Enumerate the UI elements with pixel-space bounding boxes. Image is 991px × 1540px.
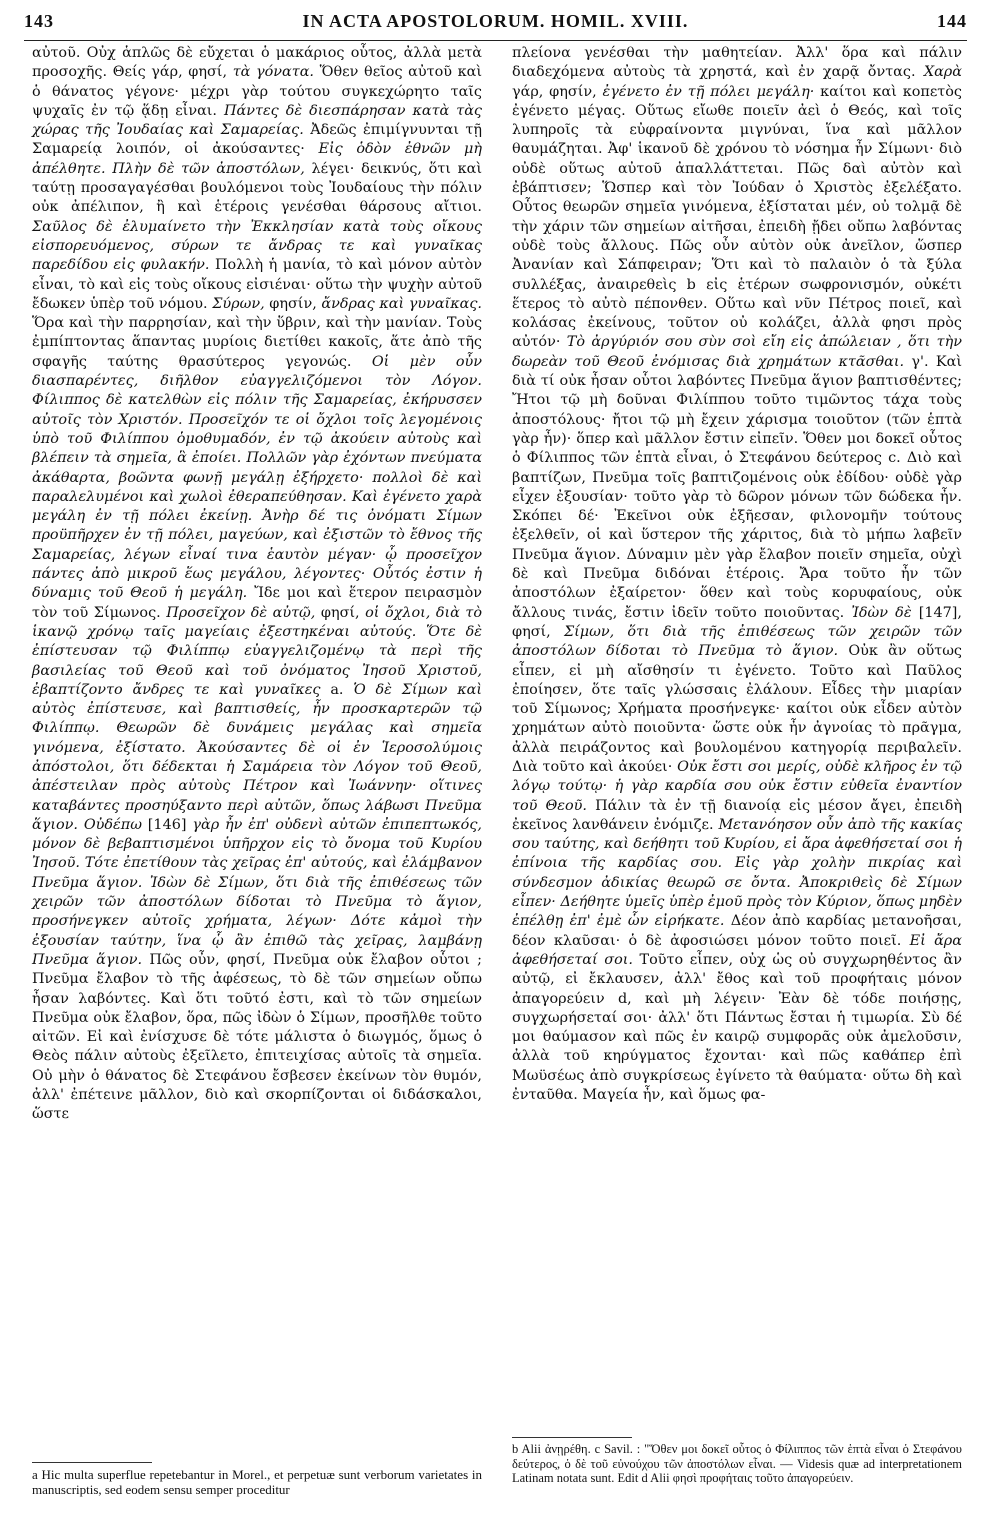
right-column-segment: Οὐκ ἂν οὕτως εἶπεν, εἰ μὴ αἴσθησίν τι ἐγένετο. Τοῦτο καὶ Παῦλος ἐποίησεν, ὅτε ταῖς γλώσσαις ἐλάλουν. Εἶδες τὴν μιαρίαν τοῦ Σίμωνος; Χρήματα προσήνεγκε· καίτοι οὐκ εἶδεν αὐτὸν χρημάτων αὐτὸ ποιοῦντα· ὥστε οὐκ ἦν ἀγνοίας τὸ πρᾶγμα, ἀλλὰ πειράζοντος καὶ βουλομένου κατηγορίᾳ περιβαλεῖν. Διὰ τοῦτο καὶ ἀκούει· — [512, 643, 962, 775]
right-column-segment: Δέον ἀπὸ καρδίας μετανοῆσαι, δέον κλαῦσαι· ὁ δὲ ἀφοσιώσει μόνον τοῦτο ποιεῖ. — [512, 913, 962, 949]
right-column-segment: b — [686, 276, 696, 293]
left-column-segment: τὰ γόνατα. — [232, 64, 314, 81]
right-column-segment: καίτοι καὶ κοπετὸς ἐγένετο μέγας. Οὕτως εἴωθε ποιεῖν ἀεὶ ὁ Θεός, καὶ τοῖς λυπηροῖς τὰ εὐφραίνοντα μιγνύναι, ἵνα καὶ μᾶλλον θαυμάζηται. Ἀφ' ἱκανοῦ δὲ χρόνου τὸ νόσημα ἦν Σίμωνι· διὸ οὐδὲ οὕτως αὐτοῦ ἀπαλλάττεται. Πῶς δαὶ αὐτὸν καὶ ἐβάπτισεν; Ὥσπερ καὶ τὸν Ἰούδαν ὁ Χριστὸς ἐξελέξατο. Οὗτος θεωρῶν σημεῖα γινόμενα, ἐξίσταται μέν, οὐ τολμᾷ δὲ τὴν χάριν τῶν σημείων αἰτῆσαι, ἐπειδὴ ᾔδει οὔπω λαβόντας οὐδὲ τοὺς ἄλλους. Πῶς οὖν αὐτὸν οὐκ ἀνεῖλον, ὥσπερ Ἀνανίαν καὶ Σάπφειραν; Ὅτι καὶ τὸ παλαιὸν ὁ τὰ ξύλα συλλέξας, ἀναιρεθεὶς — [512, 83, 962, 293]
header-rule — [24, 40, 967, 41]
right-column-segment: [147], φησί, — [512, 604, 962, 640]
left-column-segment: Ὅρα καὶ τὴν παρρησίαν, καὶ τὴν ὕβριν, καὶ τὴν μανίαν. Τοὺς ἐμπίπτοντας ἅπαντας μυρίοις διετίθει κακοῖς, ἅτε ἀπὸ τῆς σφαγῆς ταύτης θρασύτερος γεγονώς. — [32, 315, 482, 370]
left-column-segment: Ὁ δὲ Σίμων καὶ αὐτὸς ἐπίστευσε, καὶ βαπτισθείς, ἦν προσκαρτερῶν τῷ Φιλίππῳ. Θεωρῶν δὲ δυνάμεις μεγάλας καὶ σημεῖα γινόμενα, ἐξίστατο. Ἀκούσαντες δὲ οἱ ἐν Ἱεροσολύμοις ἀπόστολοι, ὅτι δέδεκται ἡ Σαμάρεια τὸν Λόγον τοῦ Θεοῦ, ἀπέστειλαν πρὸς αὐτοὺς Πέτρον καὶ Ἰωάννην· οἵτινες καταβάντες προσηύξαντο περὶ αὐτῶν, ὅπως λάβωσι Πνεῦμα ἅγιον. Οὐδέπω — [32, 681, 482, 833]
footnote-left: a Hic multa superflue repetebantur in Morel., et perpetuæ sunt verborum varietates in manuscriptis, sed eodem sensu semper proceditur — [32, 1467, 482, 1497]
running-header — [24, 6, 967, 36]
left-column-segment: Σύρων, — [212, 295, 265, 312]
footnote-rule-left — [32, 1462, 152, 1463]
right-column-segment: Ἰδὼν δὲ — [851, 604, 912, 621]
left-column-segment: οἱ ὄχλοι, διὰ τὸ ἱκανῷ χρόνῳ ταῖς μαγείαις ἐξεστηκέναι αὐτούς. Ὅτε δὲ ἐπίστευσαν τῷ Φιλίππῳ εὐαγγελιζομένῳ τὰ περὶ τῆς βασιλείας τοῦ Θεοῦ καὶ τοῦ ὀνόματος Ἰησοῦ Χριστοῦ, ἐβαπτίζοντο ἄνδρες τε καὶ γυναῖκες — [32, 604, 483, 698]
right-column-segment: , καὶ μὴ λέγειν· Ἐὰν δὲ τόδε ποιήσῃς, συγχωρήσεταί σοι· ἀλλ' ὅτι Πάντως ἔσται ἡ τιμωρία. Σὺ δέ μοι θαύμασον καὶ πῶς ἐν καιρῷ συμφορᾶς οὐκ ἀμελοῦσιν, ἀλλὰ τοῦ κηρύγματος ἔχονται· καὶ πῶς καθάπερ ἐπὶ Μωϋσέως ἀπὸ συγκρίσεως ἐγίνετο τὰ θαύματα· οὕτω δὴ καὶ ἐνταῦθα. Μαγεία ἦν, καὶ ὅμως φα- — [512, 990, 962, 1104]
right-column-segment: γάρ, φησίν, — [512, 83, 603, 100]
right-column-segment: . Διὸ καὶ βαπτίζων, Πνεῦμα τοῖς βαπτιζομένοις οὐκ ἐδίδου· οὐδὲ γὰρ εἶχεν ἐξουσίαν· τοῦτο γὰρ τὸ δῶρον μόνων τῶν δώδεκα ἦν. Σκόπει δέ· Ἐκεῖνοι οὐκ ἐξῆεσαν, φιλονομῆν τούτους ἐξελθεῖν, οἱ καὶ ὕστερον τῆς χάριτος, διὰ τὸ μήπω λαβεῖν Πνεῦμα ἅγιον. Δύναμιν μὲν γὰρ ἔλαβον ποιεῖν σημεῖα, οὐχὶ δὲ καὶ Πνεῦμα διδόναι ἑτέροις. Ἄρα τοῦτο ἦν τῶν ἀποστόλων ἐξαίρετον· ὅθεν καὶ τοὺς κορυφαίους, οὐκ ἄλλους τινάς, ἔστιν ἰδεῖν τοῦτο ποιοῦντας. — [512, 450, 962, 621]
right-column — [512, 44, 962, 1105]
left-column-segment: a. — [320, 681, 354, 698]
left-column-segment: Πῶς οὖν, φησί, Πνεῦμα οὐκ ἔλαβον οὗτοι ; Πνεῦμα ἔλαβον τὸ τῆς ἀφέσεως, τὸ δὲ τῶν σημείων οὔπω ἦσαν λαβόντες. Καὶ ὅτι τοῦτό ἐστι, καὶ τὸ τῶν σημείων Πνεῦμα οὐκ ἔλαβον, ὅρα, πῶς ἰδὼν ὁ Σίμων, προσῆλθε τοῦτο αἰτῶν. Εἰ καὶ ἐνίσχυσε δὲ τότε μάλιστα ὁ διωγμός, ὅμως ὁ Θεὸς πάλιν αὐτοὺς ἐξεῖλετο, ἐπιτειχίσας αὐτοῖς τὰ σημεῖα. Οὐ μὴν ὁ θάνατος δὲ Στεφάνου ἔσβεσεν ἐκείνων τὸν θυμόν, ἀλλ' ἐπέτεινε μᾶλλον, διὸ καὶ σκορπίζονται οἱ διδάσκαλοι, ὥστε — [32, 951, 482, 1123]
left-column-segment: Οἱ μὲν οὖν διασπαρέντες, διῆλθον εὐαγγελιζόμενοι τὸν Λόγον. Φίλιππος δὲ κατελθὼν εἰς πόλιν τῆς Σαμαρείας, ἐκήρυσσεν αὐτοῖς τὸν Χριστόν. Προσεῖχόν τε οἱ ὄχλοι τοῖς λεγομένοις ὑπὸ τοῦ Φιλίππου ὁμοθυμαδόν, ἐν τῷ ἀκούειν αὐτοὺς καὶ βλέπειν τὰ σημεῖα, ἃ ἐποίει. Πολλῶν γὰρ ἐχόντων πνεύματα ἀκάθαρτα, βοῶντα φωνῇ μεγάλῃ ἐξήρχετο· πολλοὶ δὲ καὶ παραλελυμένοι καὶ χωλοὶ ἐθεραπεύθησαν. Καὶ ἐγένετο χαρὰ μεγάλη ἐν τῇ πόλει ἐκείνῃ. Ἀνὴρ δέ τις ὀνόματι Σίμων προϋπῆρχεν ἐν τῇ πόλει, μαγεύων, καὶ ἐξιστῶν τὸ ἔθνος τῆς Σαμαρείας, λέγων εἶναί τινα ἑαυτὸν μέγαν· ᾧ προσεῖχον πάντες ἀπὸ μικροῦ ἕως μεγάλου, λέγοντες· Οὗτός ἐστιν ἡ δύναμις τοῦ Θεοῦ ἡ μεγάλη. — [32, 353, 482, 602]
left-column-segment: [146] — [141, 816, 193, 833]
right-column-segment: Τὸ ἀργύριόν σου σὺν σοὶ εἴη εἰς ἀπώλειαν , ὅτι τὴν δωρεὰν τοῦ Θεοῦ ἐνόμισας διὰ χρημάτων κτᾶσθαι. — [512, 334, 962, 370]
footnote-rule-right — [512, 1437, 632, 1438]
right-column-segment: γ'. Καὶ διὰ τί οὐκ ἦσαν οὗτοι λαβόντες Πνεῦμα ἅγιον βαπτισθέντες; Ἤτοι τῷ μὴ δοῦναι Φιλίππου τοῦτο τιμῶντος τάχα τοὺς ἀποστόλους· ἤτοι τῷ μὴ ἔχειν χάρισμα τοιοῦτον (τῶν ἑπτὰ γὰρ ἦν)· ὅπερ καὶ μᾶλλον ἔστιν εἰπεῖν. Ὅθεν μοι δοκεῖ οὗτος ὁ Φίλιππος τῶν ἑπτὰ εἶναι, ὁ Στεφάνου δεύτερος — [512, 353, 962, 467]
footnote-right: b Alii ἀνῃρέθη. c Savil. : "Ὅθεν μοι δοκεῖ οὗτος ὁ Φίλιππος τῶν ἑπτὰ εἶναι ὁ Στεφάνου δεύτερος, ὁ δὲ τοῦ εὐνούχου τῶν ἀποστόλων εἶναι. — Videsis quæ ad interpretationem Latinam notata sunt. Edit d Alii φησὶ προφήταις τοῦτο ἀπαγορεύειν. — [512, 1442, 962, 1485]
left-column-segment: Πάντες δὲ διεσπάρησαν κατὰ τὰς χώρας τῆς Ἰουδαίας καὶ Σαμαρείας. — [32, 102, 482, 139]
left-column-segment: φησίν, — [264, 295, 322, 312]
right-column-segment: Σίμων, ὅτι διὰ τῆς ἐπιθέσεως τῶν χειρῶν τῶν ἀποστόλων δίδοται τὸ Πνεῦμα τὸ ἅγιον. — [512, 623, 963, 660]
left-column-text — [32, 44, 482, 1125]
left-column-segment: λέγει· δεικνύς, ὅτι καὶ ταύτῃ προσαγαγέσθαι βουλόμενοι τοὺς Ἰουδαίους τὴν πόλιν οὐκ ἀπέλιπον, ἢ καὶ ἑτέροις γενέσθαι θάρσους αἴτιοι. — [32, 160, 483, 216]
left-column-segment: αὐτοῦ. Οὐχ ἁπλῶς δὲ εὔχεται ὁ μακάριος οὗτος, ἀλλὰ μετὰ προσοχῆς. Θείς γάρ, φησί, — [32, 45, 482, 81]
page-number-left: 143 — [24, 10, 54, 31]
right-column-segment: Εἰ ἄρα ἀφεθήσεταί σοι. — [512, 932, 962, 968]
left-column — [32, 44, 482, 1125]
right-column-segment: Χαρὰ — [923, 64, 962, 81]
page-number-right: 144 — [936, 10, 967, 31]
left-column-segment: ἄνδρας καὶ γυναῖκας. — [321, 295, 482, 312]
running-title: IN ACTA APOSTOLORUM. HOMIL. XVIII. — [302, 10, 689, 31]
left-column-segment: γὰρ ἦν ἐπ' οὐδενὶ αὐτῶν ἐπιπεπτωκός, μόνον δὲ βεβαπτισμένοι ὑπῆρχον εἰς τὸ ὄνομα τοῦ Κυρίου Ἰησοῦ. Τότε ἐπετίθουν τὰς χεῖρας ἐπ' αὐτούς, καὶ ἐλάμβανον Πνεῦμα ἅγιον. Ἰδὼν δὲ Σίμων, ὅτι διὰ τῆς ἐπιθέσεως τῶν χειρῶν τῶν ἀποστόλων δίδοται τὸ Πνεῦμα τὸ ἅγιον, προσήνεγκεν αὐτοῖς χρήματα, λέγων· Δότε κἀμοὶ τὴν ἐξουσίαν ταύτην, ἵνα ᾧ ἂν ἐπιθῶ τὰς χεῖρας, λαμβάνῃ Πνεῦμα ἅγιον. — [32, 816, 482, 968]
right-column-segment: Μετανόησον οὖν ἀπὸ τῆς κακίας σου ταύτης, καὶ δεήθητι τοῦ Κυρίου, εἰ ἄρα ἀφεθήσεταί σοι ἡ ἐπίνοια τῆς καρδίας σου. Εἰς γὰρ χολὴν πικρίας καὶ σύνδεσμον ἀδικίας θεωρῶ σε ὄντα. Ἀποκριθεὶς δὲ Σίμων εἶπεν· Δεήθητε ὑμεῖς ὑπὲρ ἐμοῦ πρὸς τὸν Κύριον, ὅπως μηδὲν ἐπέλθῃ ἐπ' ἐμὲ ὧν εἰρήκατε. — [512, 816, 963, 930]
right-column-segment: Οὐκ ἔστι σοι μερίς, οὐδὲ κλῆρος ἐν τῷ λόγῳ τούτῳ· ἡ γὰρ καρδία σου οὐκ ἔστιν εὐθεῖα ἐναντίον τοῦ Θεοῦ. — [512, 758, 963, 814]
left-column-segment: Προσεῖχον δὲ αὐτῷ, — [166, 604, 316, 621]
right-column-text — [512, 44, 962, 1105]
right-column-segment: ἐγένετο ἐν τῇ πόλει μεγάλη· — [602, 83, 815, 100]
left-column-segment: Πολλὴ ἡ μανία, τὸ καὶ μόνον αὐτὸν εἶναι, τὸ καὶ εἰς τοὺς οἴκους εἰσιέναι· οὕτω τὴν ψυχὴν αὐτοῦ ἔδωκεν ὑπὲρ τοῦ νόμου. — [32, 257, 483, 312]
right-column-segment: d — [617, 990, 628, 1007]
right-column-segment: c — [888, 450, 897, 467]
left-column-segment: φησί, — [315, 604, 366, 621]
left-column-segment: Σαῦλος δὲ ἐλυμαίνετο τὴν Ἐκκλησίαν κατὰ τοὺς οἴκους εἰσπορευόμενος, σύρων τε ἄνδρας τε καὶ γυναῖκας παρεδίδου εἰς φυλακήν. — [32, 218, 482, 274]
left-column-segment: Ἀδεῶς ἐπιμίγνυνται τῇ Σαμαρείᾳ λοιπόν, οἱ ἀκούσαντες· — [32, 122, 482, 158]
left-column-segment: Εἰς ὁδὸν ἐθνῶν μὴ ἀπέλθητε. Πλὴν δὲ τῶν ἀποστόλων, — [32, 141, 482, 177]
right-column-segment: εἰς ἑτέρων σωφρονισμόν, οὐκέτι ἕτερος τὸ αὐτὸ πέπονθεν. Οὕτω καὶ νῦν Πέτρος ποιεῖ, καὶ κολάσας ἐκείνους, τοῦτον οὐ κολάζει, ἀλλὰ φησι πρὸς αὐτόν· — [512, 276, 962, 351]
left-column-segment: Ὅθεν θεῖος αὐτοῦ καὶ ὁ θάνατος γέγονε· μέχρι γὰρ τούτου συγκεχώρητο ταῖς ψυχαῖς ἐν τῷ ᾅδῃ εἶναι. — [32, 64, 482, 119]
right-column-segment: Τοῦτο εἶπεν, οὐχ ὡς οὐ συγχωρηθέντος ἂν αὐτῷ, εἰ ἔκλαυσεν, ἀλλ' ἔθος καὶ τοῦ προφήταις μόνον ἀπαγορεύειν — [512, 951, 962, 1007]
right-column-segment: Πάλιν τὰ ἐν τῇ διανοίᾳ εἰς μέσον ἄγει, ἐπειδὴ ἐκεῖνος λανθάνειν ἐνόμιζε. — [512, 797, 962, 833]
right-column-segment: πλείονα γενέσθαι τὴν μαθητείαν. Ἀλλ' ὅρα καὶ πάλιν διαδεχόμενα αὐτοὺς τὰ χρηστά, καὶ ἐν χαρᾷ ὄντας. — [512, 45, 962, 81]
left-column-segment: Ἴδε μοι καὶ ἕτερον πειρασμὸν τὸν τοῦ Σίμωνος. — [32, 585, 482, 621]
